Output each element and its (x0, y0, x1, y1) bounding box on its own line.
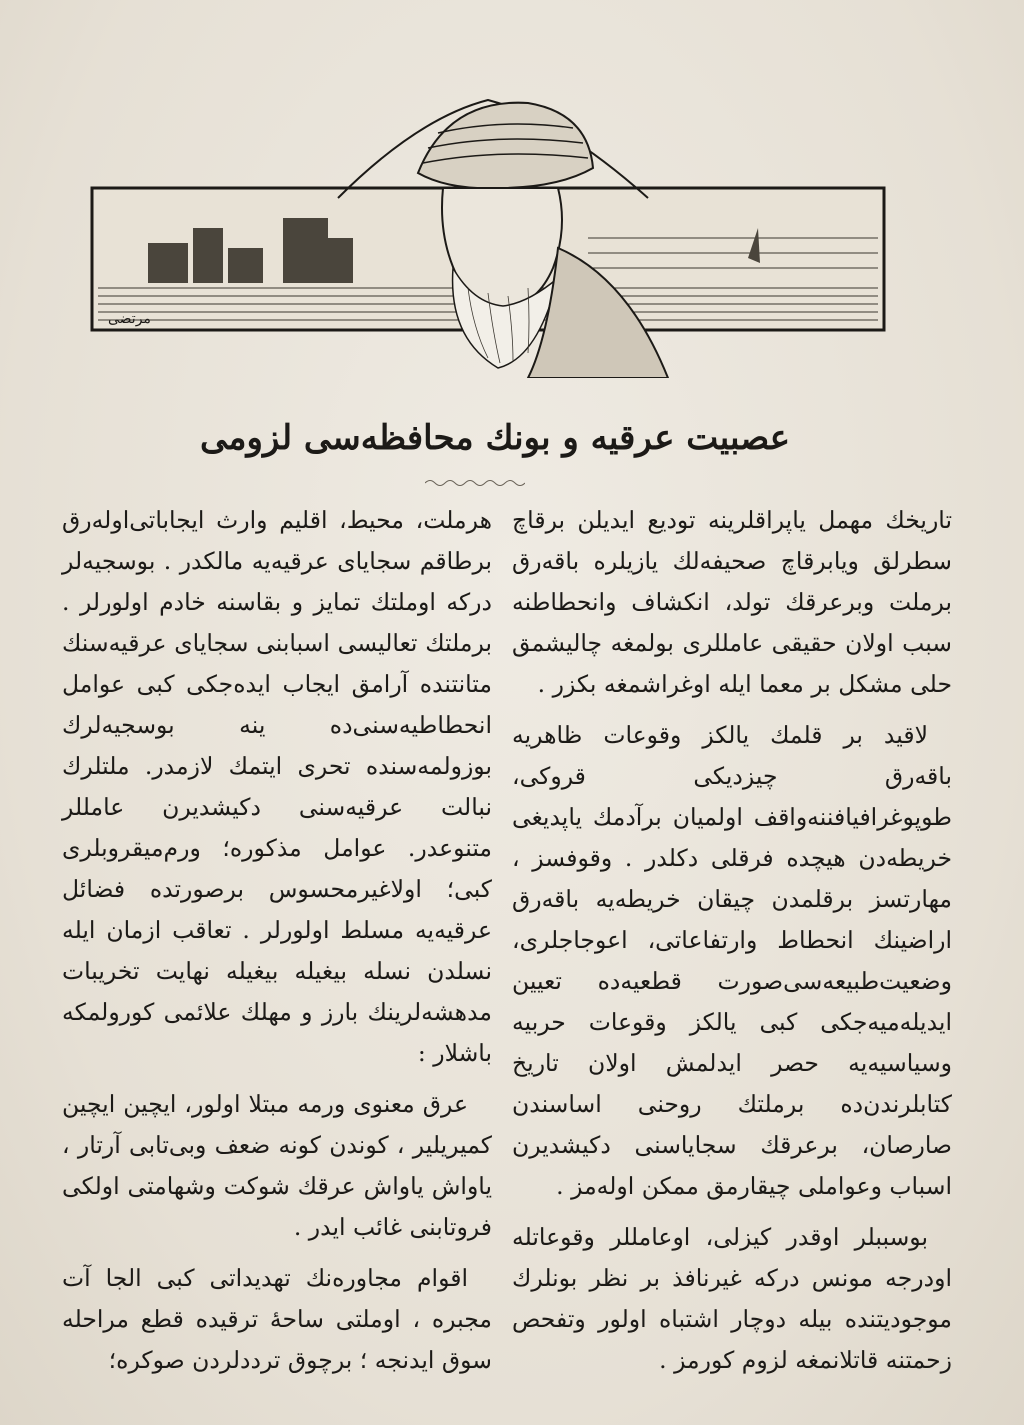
paragraph: عرق معنوی ورمه مبتلا اولور، ایچین ایچین کمیریلیر ، کوندن کونه ضعف وبی‌تابی آرتار ، یاواش یاواش عرقك شوکت وشهامتی اولکی فروتابنی غائب ایدر . (62, 1090, 492, 1241)
paragraph: بوسببلر اوقدر کیزلی، اوعامللر وقوعاتله اودرجه مونس درکه غیرنافذ بر نظر بونلرك موجودیتنده بیله دوچار اشتباه اولور وتفحص زحمتنه قاتلانمغه لزوم کورمز . (512, 1223, 952, 1374)
ornamental-divider-icon (425, 478, 525, 488)
paragraph: هرملت، محیط، اقلیم وارث ایجاباتی‌اوله‌رق برطاقم سجایای عرقیه‌یه مالکدر . بوسجیه‌لر درکه اوملتك تمایز و بقاسنه خادم اولورلر . برملتك تعالیسی اسبابنی سجایای عرقیه‌سنك متانتنده آرامق ایجاب ایده‌جکی کبی عوامل انحطاطیه‌سنی‌ده ینه بوسجیه‌لرك بوزولمه‌سنده تحری ایتمك لازمدر. ملتلرك نبالت عرقیه‌سنی دکیشدیرن عامللر متنوعدر. عوامل مذکوره؛ ورم‌میقروبلری کبی؛ اولاغیرمحسوس برصورتده فضائل عرقیه‌یه مسلط اولورلر . تعاقب ازمان ایله نسلدن نسله بیغیله بیغیله نهایت تخریبات مدهشه‌لرینك بارز و مهلك علائمی کورولمکه باشلار : (62, 506, 492, 1067)
text-column-right (512, 500, 952, 1391)
text-column-left (62, 500, 492, 1391)
article-title: عصبیت عرقیه و بونك محافظه‌سی لزومی (199, 418, 790, 458)
portrait-engraving-icon (88, 78, 888, 378)
paragraph: تاریخك مهمل یاپراقلرینه تودیع ایدیلن برقاچ سطرلق ویابرقاچ صحیفه‌لك یازیلره باقه‌رق برملت وبرعرقك تولد، انکشاف وانحطاطنه سبب اولان حقیقی عامللری بولمغه چالیشمق حلی مشکل بر معما ایله اوغراشمغه بکزر . (512, 506, 952, 698)
signature: مرتضی (108, 311, 151, 327)
paragraph: لاقید بر قلمك یالکز وقوعات ظاهریه باقه‌رق چیزدیکی قروکی، طوپوغرافیافننه‌واقف اولمیان برآدمك یاپدیغی خریطه‌دن هیچده فرقلی دکلدر . وقوفسز ، مهارتسز برقلمدن چیقان خریطه‌یه باقه‌رق اراضینك انحطاط وارتفاعاتی، اعوجاجلری، وضعیت‌طبیعه‌سی‌صورت قطعیه‌ده تعیین ایدیله‌میه‌جکی کبی یالکز وقوعات حربیه وسیاسیه‌یه حصر ایدلمش اولان تاریخ کتابلرندن‌ده برملتك روحنی اساسندن صارصان، برعرقك سجایاسنی دکیشدیرن اسباب وعواملی چیقارمق ممکن اوله‌مز . (512, 721, 952, 1200)
paragraph: اقوام مجاوره‌نك تهدیداتی کبی الجا آت مجبره ، اوملتی ساحهٔ ترقیده قطع مراحله سوق ایدنجه ؛ برچوق ترددلردن صوکره؛ (62, 1264, 492, 1374)
